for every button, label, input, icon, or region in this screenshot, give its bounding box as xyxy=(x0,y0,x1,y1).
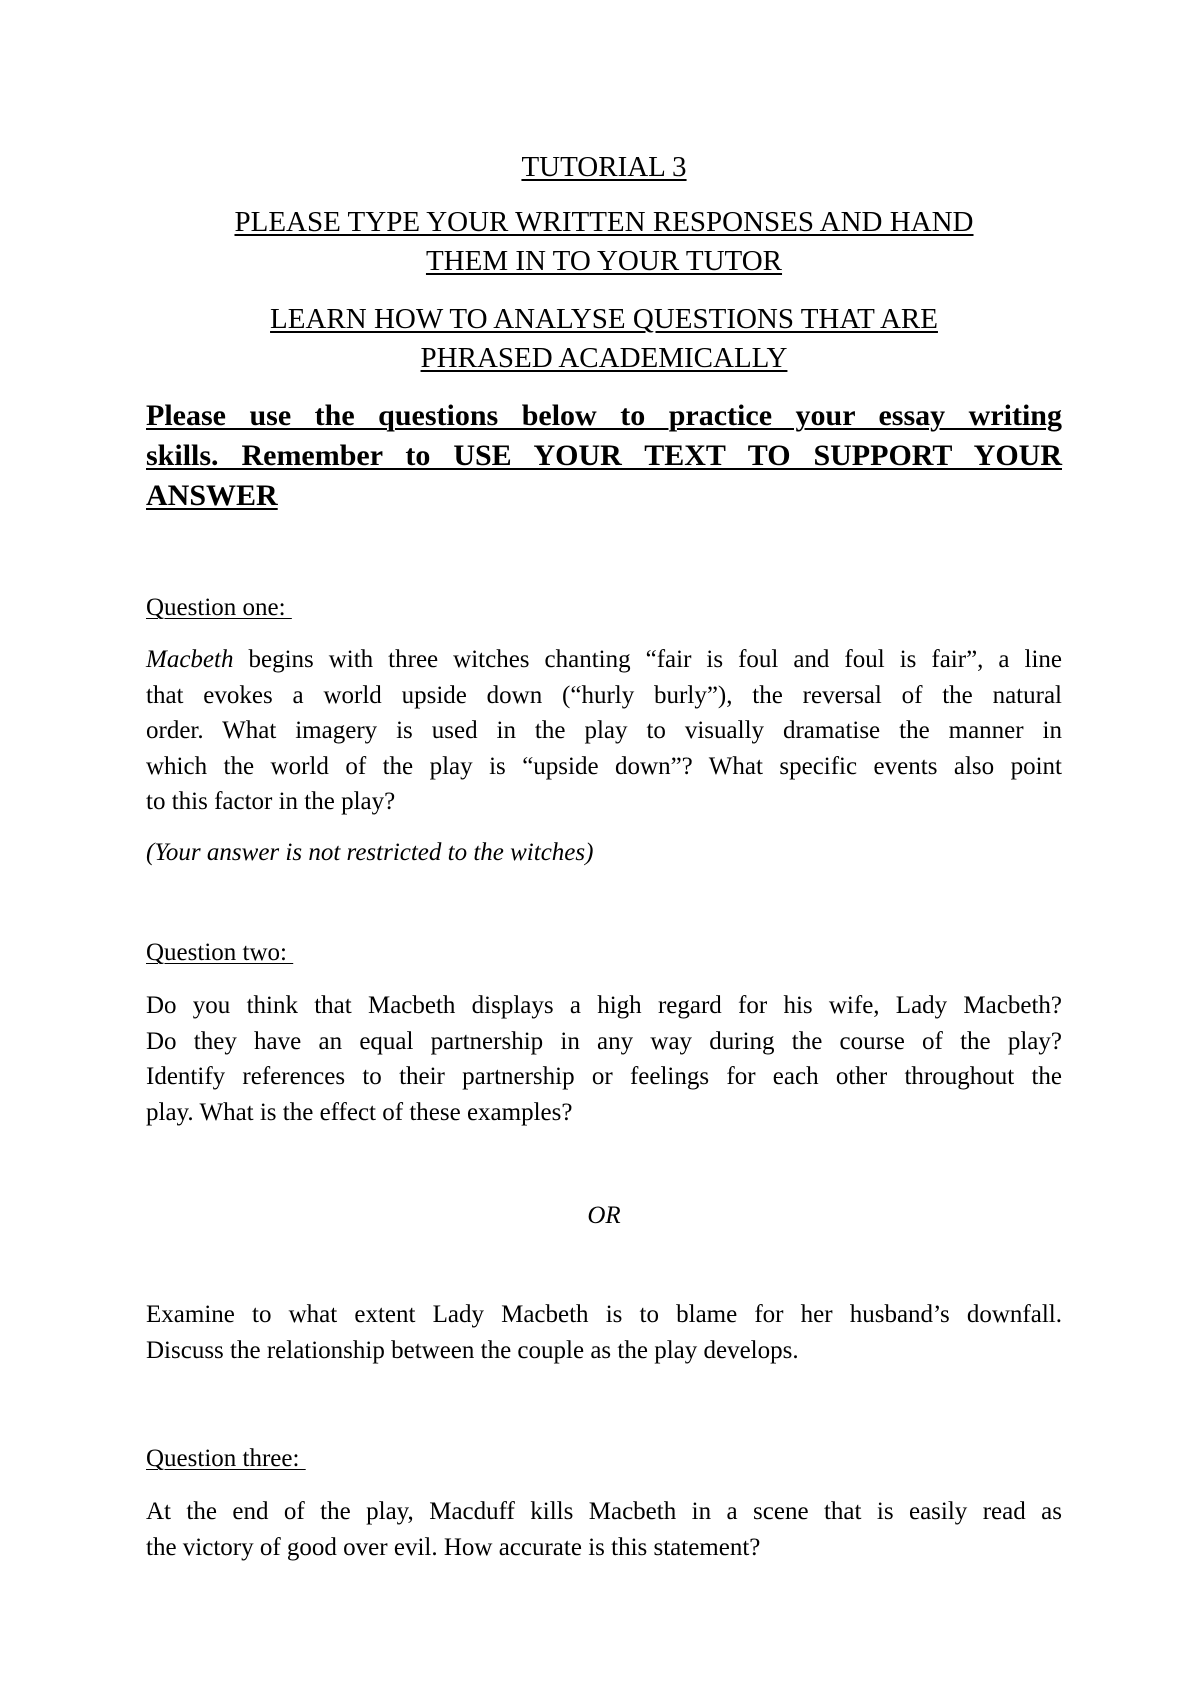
question-one-line-3: order. What imagery is used in the play to visually dramatise the manner in xyxy=(146,717,1062,744)
question-two-line-4: play. What is the effect of these examples? xyxy=(146,1098,573,1126)
typing-instruction xyxy=(146,203,1062,281)
question-two-text xyxy=(146,988,1062,1130)
question-three-text xyxy=(146,1494,1062,1565)
analyse-subtitle-line-1: LEARN HOW TO ANALYSE QUESTIONS THAT ARE xyxy=(270,303,938,335)
question-two-alt-line-2: Discuss the relationship between the couple as the play develops. xyxy=(146,1336,799,1364)
essay-instruction-line-3: ANSWER xyxy=(146,479,278,512)
question-two-line-1: Do you think that Macbeth displays a high regard for his wife, Lady Macbeth? xyxy=(146,992,1062,1019)
question-three-line-1: At the end of the play, Macduff kills Macbeth in a scene that is easily read as xyxy=(146,1498,1062,1525)
question-one-label: Question one: xyxy=(146,594,292,621)
play-title: Macbeth xyxy=(146,646,234,673)
question-one-line-4: which the world of the play is “upside down”? What specific events also point xyxy=(146,752,1062,780)
question-two-line-2: Do they have an equal partnership in any way during the course of the play? xyxy=(146,1027,1062,1055)
analyse-subtitle xyxy=(146,300,1062,378)
question-one-line-1-rest: begins with three witches chanting “fair is foul and foul is fair”, a line xyxy=(233,646,1062,673)
essay-practice-instruction xyxy=(146,396,1062,516)
essay-instruction-line-1: Please use the questions below to practice your essay writing xyxy=(146,399,1062,432)
question-one-text xyxy=(146,642,1062,820)
analyse-subtitle-line-2: PHRASED ACADEMICALLY xyxy=(420,342,788,374)
question-two-alternative-text xyxy=(146,1297,1062,1368)
or-separator: OR xyxy=(587,1202,621,1229)
question-three-line-2: the victory of good over evil. How accurate is this statement? xyxy=(146,1533,761,1561)
essay-instruction-line-2: skills. Remember to USE YOUR TEXT TO SUPPORT YOUR xyxy=(146,439,1062,472)
question-one-note: (Your answer is not restricted to the witches) xyxy=(146,839,594,866)
question-one-line-5: to this factor in the play? xyxy=(146,788,396,815)
typing-instruction-line-1: PLEASE TYPE YOUR WRITTEN RESPONSES AND HAND xyxy=(234,206,974,238)
question-two-line-3: Identify references to their partnership or feelings for each other throughout the xyxy=(146,1063,1062,1090)
tutorial-title-text: TUTORIAL 3 xyxy=(521,151,687,183)
question-one-line-2: that evokes a world upside down (“hurly burly”), the reversal of the natural xyxy=(146,681,1062,709)
typing-instruction-line-2: THEM IN TO YOUR TUTOR xyxy=(425,245,783,277)
tutorial-title xyxy=(146,148,1062,187)
question-two-label: Question two: xyxy=(146,939,294,966)
question-three-label: Question three: xyxy=(146,1445,306,1472)
question-two-alt-line-1: Examine to what extent Lady Macbeth is to blame for her husband’s downfall. xyxy=(146,1301,1062,1328)
question-one-line-1 xyxy=(146,642,1062,678)
